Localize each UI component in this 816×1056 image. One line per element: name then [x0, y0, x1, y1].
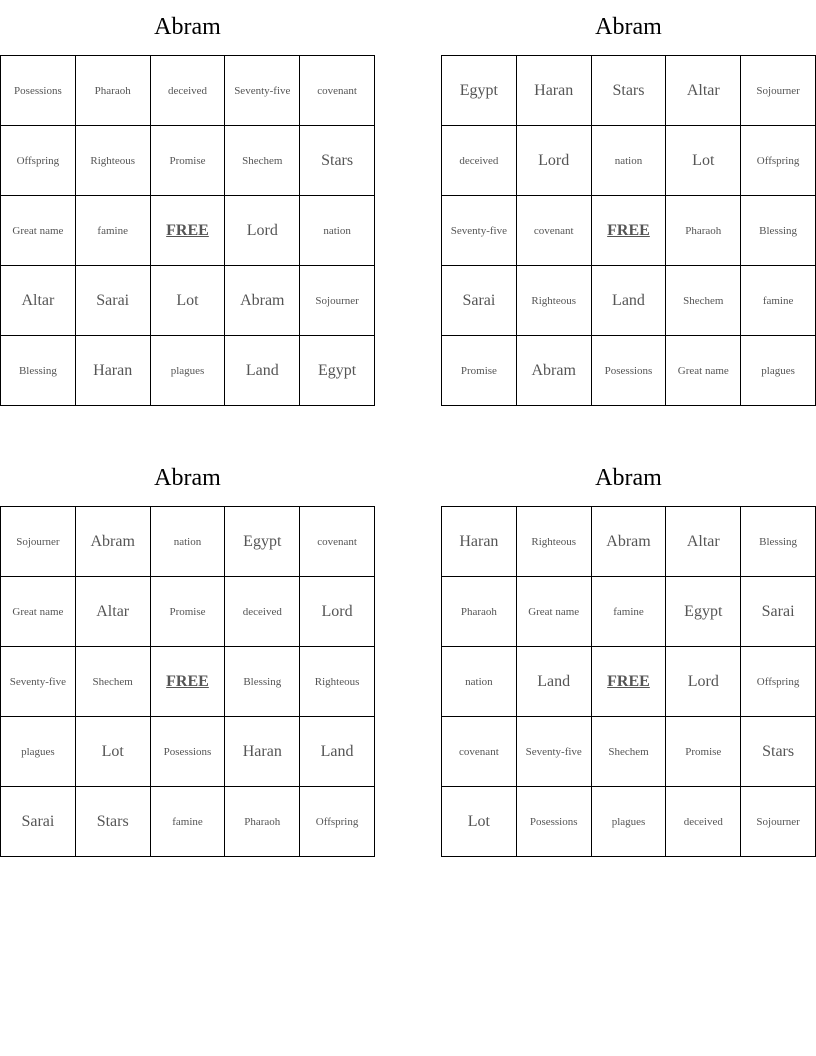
grid-row [442, 647, 816, 717]
bingo-cell: covenant [516, 196, 591, 266]
bingo-cell: covenant [442, 717, 517, 787]
bingo-cell: Stars [591, 56, 666, 126]
bingo-card-1 [0, 0, 375, 406]
bingo-cell: Pharaoh [442, 577, 517, 647]
bingo-cell: Promise [442, 336, 517, 406]
bingo-cell: Egypt [666, 577, 741, 647]
bingo-cell: nation [300, 196, 375, 266]
bingo-cell: Altar [666, 507, 741, 577]
bingo-cell: Egypt [225, 507, 300, 577]
bingo-cell: Seventy-five [225, 56, 300, 126]
grid-row [442, 56, 816, 126]
bingo-cell: Sarai [741, 577, 816, 647]
bingo-cell: Shechem [225, 126, 300, 196]
grid-row [1, 196, 375, 266]
bingo-cell: Land [300, 717, 375, 787]
bingo-cell: Pharaoh [666, 196, 741, 266]
bingo-cell: Sarai [442, 266, 517, 336]
bingo-cell: Lord [225, 196, 300, 266]
bingo-cell: Stars [741, 717, 816, 787]
bingo-cell: Land [516, 647, 591, 717]
bingo-cell: Lot [75, 717, 150, 787]
bingo-cell: famine [75, 196, 150, 266]
bingo-cell: Lord [300, 577, 375, 647]
grid-row [442, 787, 816, 857]
bingo-cell: Land [591, 266, 666, 336]
bingo-cell: Great name [1, 577, 76, 647]
bingo-cell: Offspring [1, 126, 76, 196]
bingo-cell: Sojourner [741, 56, 816, 126]
bingo-cell: covenant [300, 56, 375, 126]
grid-row [1, 126, 375, 196]
bingo-cell: famine [591, 577, 666, 647]
bingo-cell: Lot [666, 126, 741, 196]
bingo-cell: Stars [75, 787, 150, 857]
card-title: Abram [154, 14, 221, 40]
bingo-cell: Posessions [1, 56, 76, 126]
bingo-cell: Blessing [225, 647, 300, 717]
grid-row [442, 336, 816, 406]
bingo-cell: Pharaoh [225, 787, 300, 857]
free-space-cell: FREE [591, 647, 666, 717]
grid-row [442, 266, 816, 336]
bingo-cell: Righteous [75, 126, 150, 196]
bingo-cell: Altar [666, 56, 741, 126]
bingo-cell: Great name [666, 336, 741, 406]
bingo-cell: deceived [442, 126, 517, 196]
grid-row [1, 56, 375, 126]
bingo-cell: plagues [1, 717, 76, 787]
bingo-cell: plagues [591, 787, 666, 857]
bingo-cell: Abram [75, 507, 150, 577]
bingo-cell: Pharaoh [75, 56, 150, 126]
grid-row [442, 717, 816, 787]
bingo-cell: Altar [75, 577, 150, 647]
bingo-card-4 [441, 451, 816, 857]
card-title: Abram [154, 465, 221, 491]
bingo-card-3 [0, 451, 375, 857]
bingo-cell: deceived [225, 577, 300, 647]
bingo-cell: deceived [666, 787, 741, 857]
bingo-cell: Promise [150, 126, 225, 196]
grid-row [442, 507, 816, 577]
bingo-cell: Posessions [150, 717, 225, 787]
bingo-cell: Haran [442, 507, 517, 577]
bingo-cell: Sojourner [741, 787, 816, 857]
bingo-cell: Egypt [300, 336, 375, 406]
bingo-cell: Righteous [516, 507, 591, 577]
grid-row [1, 266, 375, 336]
bingo-cell: Stars [300, 126, 375, 196]
bingo-cell: Shechem [666, 266, 741, 336]
bingo-cell: Seventy-five [516, 717, 591, 787]
bingo-cell: Haran [516, 56, 591, 126]
bingo-cell: nation [150, 507, 225, 577]
free-space-cell: FREE [150, 196, 225, 266]
bingo-card-2 [441, 0, 816, 406]
bingo-cell: Posessions [591, 336, 666, 406]
bingo-cell: Sojourner [300, 266, 375, 336]
bingo-cell: Abram [591, 507, 666, 577]
grid-row [1, 647, 375, 717]
grid-row [1, 787, 375, 857]
bingo-cell: covenant [300, 507, 375, 577]
bingo-cell: Sojourner [1, 507, 76, 577]
card-title: Abram [595, 465, 662, 491]
grid-row [1, 507, 375, 577]
bingo-cell: plagues [150, 336, 225, 406]
bingo-grid [441, 55, 816, 406]
bingo-cell: Lot [150, 266, 225, 336]
bingo-grid [0, 506, 375, 857]
bingo-cell: famine [741, 266, 816, 336]
bingo-cell: Great name [1, 196, 76, 266]
bingo-cell: Promise [150, 577, 225, 647]
bingo-cell: Blessing [741, 196, 816, 266]
bingo-cell: deceived [150, 56, 225, 126]
bingo-cell: Seventy-five [442, 196, 517, 266]
bingo-cell: Land [225, 336, 300, 406]
bingo-cell: Sarai [1, 787, 76, 857]
grid-row [1, 336, 375, 406]
bingo-cell: Haran [225, 717, 300, 787]
free-space-cell: FREE [591, 196, 666, 266]
bingo-cell: nation [442, 647, 517, 717]
bingo-cell: Posessions [516, 787, 591, 857]
bingo-cell: Egypt [442, 56, 517, 126]
bingo-grid [0, 55, 375, 406]
bingo-cell: Sarai [75, 266, 150, 336]
bingo-cell: Blessing [1, 336, 76, 406]
grid-row [442, 196, 816, 266]
free-space-cell: FREE [150, 647, 225, 717]
bingo-cell: Offspring [300, 787, 375, 857]
bingo-cell: Promise [666, 717, 741, 787]
grid-row [1, 717, 375, 787]
bingo-cell: nation [591, 126, 666, 196]
grid-row [1, 577, 375, 647]
bingo-cell: Shechem [591, 717, 666, 787]
bingo-cell: Great name [516, 577, 591, 647]
bingo-cell: Abram [516, 336, 591, 406]
bingo-cell: Offspring [741, 126, 816, 196]
bingo-cell: famine [150, 787, 225, 857]
bingo-cell: Shechem [75, 647, 150, 717]
bingo-cell: Haran [75, 336, 150, 406]
bingo-cell: plagues [741, 336, 816, 406]
bingo-cell: Abram [225, 266, 300, 336]
bingo-cell: Altar [1, 266, 76, 336]
bingo-cell: Seventy-five [1, 647, 76, 717]
grid-row [442, 577, 816, 647]
bingo-cell: Lord [516, 126, 591, 196]
card-title: Abram [595, 14, 662, 40]
bingo-cell: Blessing [741, 507, 816, 577]
grid-row [442, 126, 816, 196]
bingo-cell: Lord [666, 647, 741, 717]
bingo-cell: Offspring [741, 647, 816, 717]
bingo-cell: Lot [442, 787, 517, 857]
bingo-grid [441, 506, 816, 857]
bingo-cell: Righteous [516, 266, 591, 336]
bingo-cell: Righteous [300, 647, 375, 717]
